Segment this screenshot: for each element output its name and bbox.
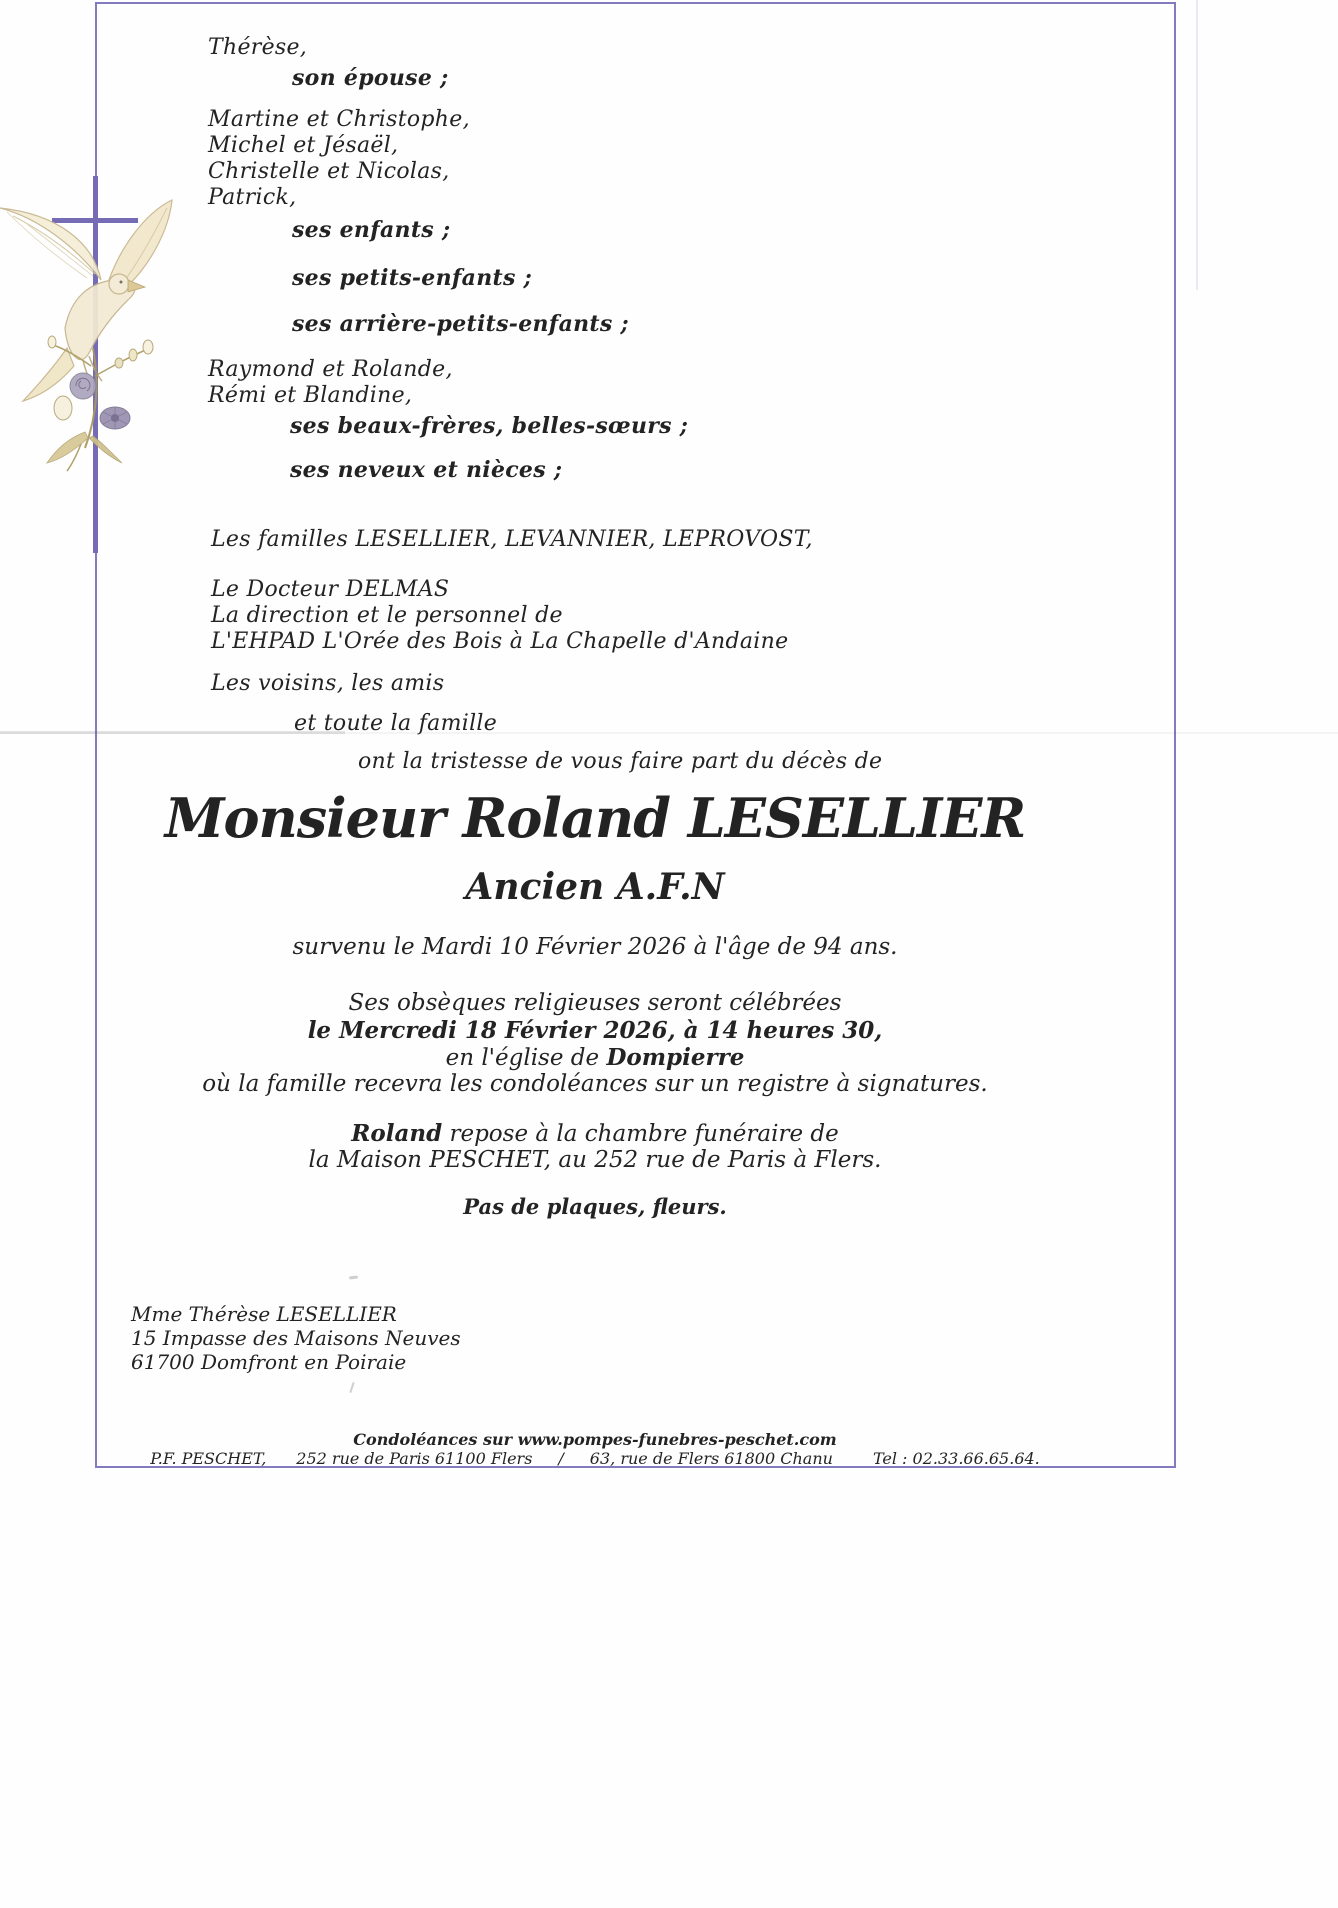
scan-edge-shadow [1196, 0, 1198, 290]
dove-with-flowers-icon [0, 180, 185, 472]
spouse-relation: son épouse ; [292, 65, 449, 91]
ceremony-line-3 [95, 1044, 1095, 1071]
no-flowers-line: Pas de plaques, fleurs. [463, 1194, 727, 1219]
grandchildren-relation: ses petits-enfants ; [292, 265, 533, 291]
repose-line-2: la Maison PESCHET, au 252 rue de Paris à Flers. [308, 1147, 882, 1173]
page-border-frame [95, 2, 1176, 1468]
great-grandchildren-relation: ses arrière-petits-enfants ; [292, 311, 629, 337]
repose-line-1 [95, 1120, 1095, 1147]
child-name: Michel et Jésaël, [208, 133, 399, 158]
death-line: survenu le Mardi 10 Février 2026 à l'âge de 94 ans. [292, 934, 898, 960]
repose-name: Roland [351, 1120, 443, 1147]
repose-rest: repose à la chambre funéraire de [442, 1121, 839, 1147]
ceremony-line-4: où la famille recevra les condoléances sur un registre à signatures. [202, 1071, 988, 1097]
contact-street: 15 Impasse des Maisons Neuves [131, 1326, 461, 1350]
ceremony-church-prefix: en l'église de [445, 1045, 607, 1071]
child-name: Patrick, [208, 185, 297, 210]
neighbors-line: Les voisins, les amis [211, 671, 445, 696]
child-name: Christelle et Nicolas, [208, 159, 450, 184]
staff-line: L'EHPAD L'Orée des Bois à La Chapelle d'Andaine [211, 629, 789, 654]
staff-line: La direction et le personnel de [211, 603, 563, 628]
doctor-line: Le Docteur DELMAS [211, 577, 450, 602]
ceremony-church-place: Dompierre [606, 1044, 745, 1071]
footer-address-1: 252 rue de Paris 61100 Flers [296, 1449, 533, 1468]
contact-name: Mme Thérèse LESELLIER [131, 1302, 397, 1326]
announcement-line: ont la tristesse de vous faire part du décès de [358, 749, 883, 774]
scan-streak [0, 732, 1338, 734]
whole-family-line: et toute la famille [294, 711, 498, 736]
footer-condolences: Condoléances sur www.pompes-funebres-peschet.com [353, 1430, 837, 1449]
contact-city: 61700 Domfront en Poiraie [131, 1350, 407, 1374]
families-line: Les familles LESELLIER, LEVANNIER, LEPROVOST, [211, 527, 813, 552]
nephews-relation: ses neveux et nièces ; [290, 457, 563, 483]
footer-separator: / [558, 1449, 564, 1468]
deceased-distinction: Ancien A.F.N [465, 866, 725, 908]
inlaw-name: Raymond et Rolande, [208, 357, 453, 382]
inlaws-relation: ses beaux-frères, belles-sœurs ; [290, 413, 689, 439]
footer-address-2: 63, rue de Flers 61800 Chanu [589, 1449, 833, 1468]
inlaw-name: Rémi et Blandine, [208, 383, 413, 408]
footer-phone: Tel : 02.33.66.65.64. [872, 1449, 1040, 1468]
children-relation: ses enfants ; [292, 217, 451, 243]
footer-company: P.F. PESCHET, [150, 1449, 267, 1468]
child-name: Martine et Christophe, [208, 107, 470, 132]
ceremony-line-1: Ses obsèques religieuses seront célébrées [348, 990, 842, 1016]
deceased-name: Monsieur Roland LESELLIER [164, 786, 1026, 850]
footer-company-line [95, 1449, 1095, 1468]
spouse-name: Thérèse, [208, 35, 308, 60]
ceremony-line-2: le Mercredi 18 Février 2026, à 14 heures 30, [307, 1017, 883, 1044]
